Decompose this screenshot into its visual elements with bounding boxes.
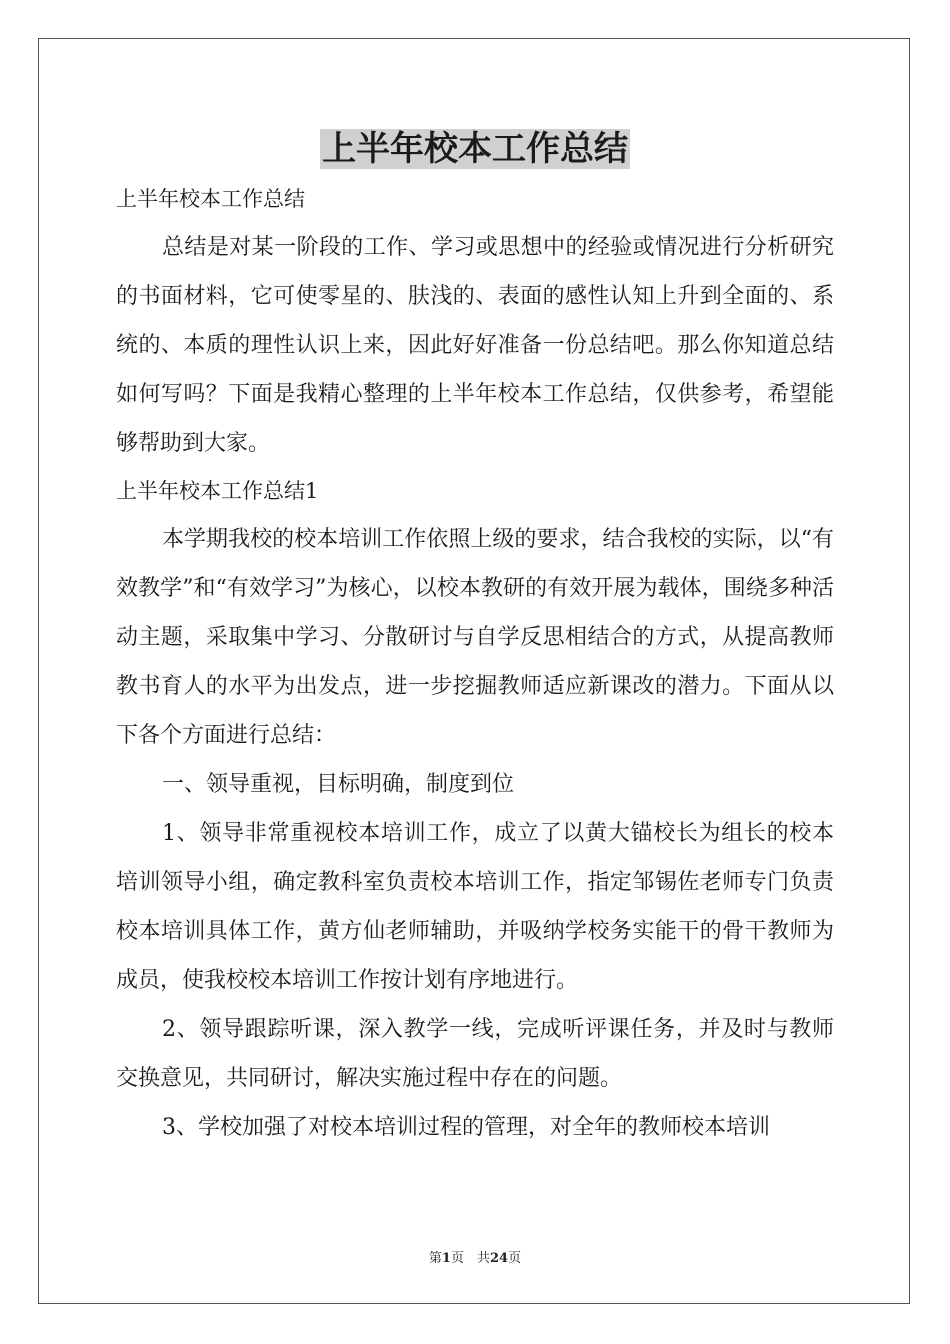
document-subtitle: 上半年校本工作总结: [116, 187, 305, 211]
document-title: [0, 126, 950, 172]
footer-mid: 页 共: [450, 1251, 490, 1266]
document-title-text: 上半年校本工作总结: [322, 129, 628, 169]
body-paragraph-4: 3、学校加强了对校本培训过程的管理，对全年的教师校本培训: [162, 1115, 770, 1140]
section-title: 上半年校本工作总结1: [116, 479, 319, 503]
page-footer: [0, 1247, 950, 1266]
body-paragraph-1: 本学期我校的校本培训工作依照上级的要求，结合我校的实际，以“有效教学”和“有效学习”为核心，以校本教研的有效开展为载体，围绕多种活动主题，采取集中学习、分散研讨与自学反思相结合的方式，从提高教师教书育人的水平为出发点，进一步挖掘教师适应新课改的潜力。下面从以下各个方面进行总结：: [116, 527, 834, 748]
body-paragraph-2: 1、领导非常重视校本培训工作，成立了以黄大锚校长为组长的校本培训领导小组，确定教科室负责校本培训工作，指定邹锡佐老师专门负责校本培训具体工作，黄方仙老师辅助，并吸纳学校务实能干的骨干教师为成员，使我校校本培训工作按计划有序地进行。: [116, 821, 834, 993]
body-paragraph-3: 2、领导跟踪听课，深入教学一线，完成听评课任务，并及时与教师交换意见，共同研讨，解决实施过程中存在的问题。: [116, 1017, 834, 1091]
document-body: [116, 176, 834, 1152]
footer-prefix: 第: [428, 1251, 442, 1266]
footer-total-pages: 24: [489, 1251, 509, 1266]
intro-paragraph: 总结是对某一阶段的工作、学习或思想中的经验或情况进行分析研究的书面材料，它可使零星的、肤浅的、表面的感性认知上升到全面的、系统的、本质的理性认识上来，因此好好准备一份总结吧。那么你知道总结如何写吗？下面是我精心整理的上半年校本工作总结，仅供参考，希望能够帮助到大家。: [116, 235, 834, 456]
body-heading-leadership: 一、领导重视，目标明确，制度到位: [162, 772, 515, 797]
footer-current-page: 1: [441, 1251, 451, 1266]
footer-suffix: 页: [508, 1251, 522, 1266]
